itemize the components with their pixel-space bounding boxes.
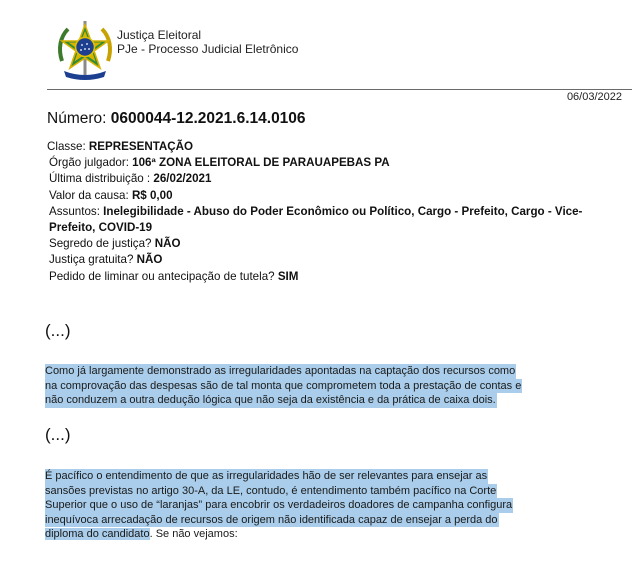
paragraph-line: não conduzem a outra dedução lógica que não seja da existência e da prática de caixa dois. <box>45 394 496 407</box>
meta-classe <box>47 139 627 155</box>
meta-distribuicao-value: 26/02/2021 <box>153 172 212 186</box>
meta-assuntos <box>47 204 627 236</box>
meta-liminar-value: SIM <box>277 269 299 283</box>
meta-orgao-value: 106ª ZONA ELEITORAL DE PARAUAPEBAS PA <box>132 156 390 170</box>
meta-classe-value: REPRESENTAÇÃO <box>88 140 194 153</box>
meta-distribuicao <box>47 171 627 187</box>
ellipsis-marker: (...) <box>45 425 71 444</box>
meta-classe-label: Classe: <box>47 140 86 153</box>
paragraph-line: na comprovação das despesas são de tal monta que comprometem toda a prestação de contas e <box>45 379 522 392</box>
meta-liminar <box>47 269 627 285</box>
meta-gratuita-value: NÃO <box>136 253 163 267</box>
header-institution: Justiça Eleitoral <box>117 28 202 42</box>
meta-assuntos-label: Assuntos: <box>49 204 100 218</box>
paragraph-line <box>45 527 239 542</box>
paragraph-line: sansões previstas no artigo 30-A, da LE, contudo, é entendimento também pacífico na Corte <box>45 484 497 497</box>
meta-valor-label: Valor da causa: <box>49 188 129 202</box>
paragraph-line: Como já largamente demonstrado as irregularidades apontadas na captação dos recursos como <box>45 365 516 377</box>
highlighted-paragraph <box>45 469 513 542</box>
meta-valor <box>47 188 627 204</box>
process-number-value: 0600044-12.2021.6.14.0106 <box>110 110 306 127</box>
header-title-block <box>117 28 298 56</box>
ellipsis-marker: (...) <box>45 321 71 340</box>
meta-segredo <box>47 236 627 252</box>
meta-gratuita-label: Justiça gratuita? <box>49 253 134 267</box>
paragraph-line: Superior que o uso de “laranjas” para encobrir os verdadeiros doadores de campanha configura <box>45 499 513 512</box>
meta-assuntos-value: Inelegibilidade - Abuso do Poder Econômico ou Político, Cargo - Prefeito, Cargo - Vice-Prefeito, COVID-19 <box>49 204 583 235</box>
document-date: 06/03/2022 <box>566 91 622 103</box>
paragraph-line: É pacífico o entendimento de que as irregularidades hão de ser relevantes para ensejar as <box>45 470 488 482</box>
meta-orgao-label: Órgão julgador: <box>49 156 129 170</box>
plain-text: . Se não vejamos: <box>149 528 238 541</box>
process-number-label: Número: <box>47 110 107 127</box>
highlighted-paragraph <box>45 364 522 408</box>
meta-liminar-label: Pedido de liminar ou antecipação de tutela? <box>49 269 275 283</box>
meta-segredo-label: Segredo de justiça? <box>49 237 152 251</box>
meta-segredo-value: NÃO <box>154 237 181 251</box>
meta-orgao <box>47 155 627 171</box>
meta-gratuita <box>47 252 627 268</box>
header-divider <box>47 89 632 90</box>
process-number <box>47 109 306 128</box>
brazil-coat-of-arms-icon <box>54 19 116 83</box>
paragraph-line: inequívoca arrecadação de recursos de origem não identificada capaz de ensejar a perda do <box>45 513 498 526</box>
meta-valor-value: R$ 0,00 <box>131 188 173 202</box>
meta-distribuicao-label: Última distribuição : <box>49 172 151 186</box>
header-system-name: PJe - Processo Judicial Eletrônico <box>117 42 299 56</box>
process-metadata <box>47 139 627 285</box>
highlighted-text: diploma do candidato <box>45 528 150 541</box>
